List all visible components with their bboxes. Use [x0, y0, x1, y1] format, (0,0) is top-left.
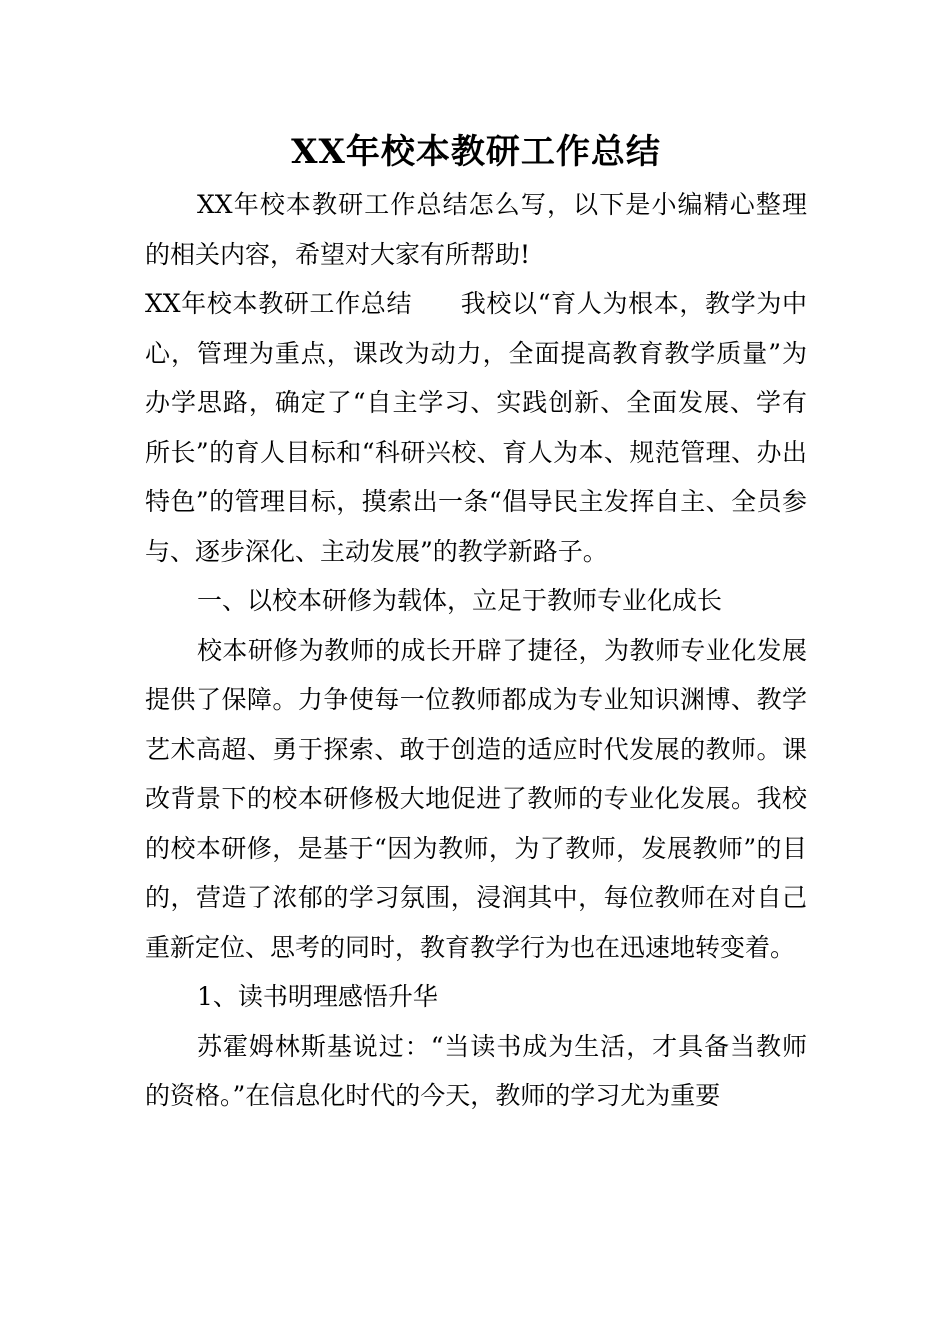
- body-paragraph-3: 苏霍姆林斯基说过：“当读书成为生活，才具备当教师的资格。”在信息化时代的今天，教师的学习尤为重要: [145, 1031, 807, 1110]
- body-paragraph-2: 校本研修为教师的成长开辟了捷径，为教师专业化发展提供了保障。力争使每一位教师都成为专业知识渊博、教学艺术高超、勇于探索、敢于创造的适应时代发展的教师。课改背景下的校本研修极大地促进了教师的专业化发展。我校的校本研修，是基于“因为教师，为了教师，发展教师”的目的，营造了浓郁的学习氛围，浸润其中，每位教师在对自己重新定位、思考的同时，教育教学行为也在迅速地转变着。: [145, 635, 807, 962]
- section-heading-1: 一、以校本研修为载体，立足于教师专业化成长: [197, 586, 723, 615]
- intro-paragraph: XX年校本教研工作总结怎么写，以下是小编精心整理的相关内容，希望对大家有所帮助!: [145, 190, 807, 269]
- document-page: [145, 128, 807, 1121]
- subsection-heading-1: 1、读书明理感悟升华: [197, 982, 438, 1011]
- body-paragraph-1-text: 我校以“育人为根本，教学为中心，管理为重点，课改为动力，全面提高教育教学质量”为办学思路，确定了“自主学习、实践创新、全面发展、学有所长”的育人目标和“科研兴校、育人为本、规范管理、办出特色”的管理目标，摸索出一条“倡导民主发挥自主、全员参与、逐步深化、主动发展”的教学新路子。: [145, 289, 807, 566]
- body-paragraph-1: [145, 279, 807, 576]
- document-title: XX年校本教研工作总结: [291, 132, 661, 172]
- inline-heading: XX年校本教研工作总结: [145, 289, 413, 318]
